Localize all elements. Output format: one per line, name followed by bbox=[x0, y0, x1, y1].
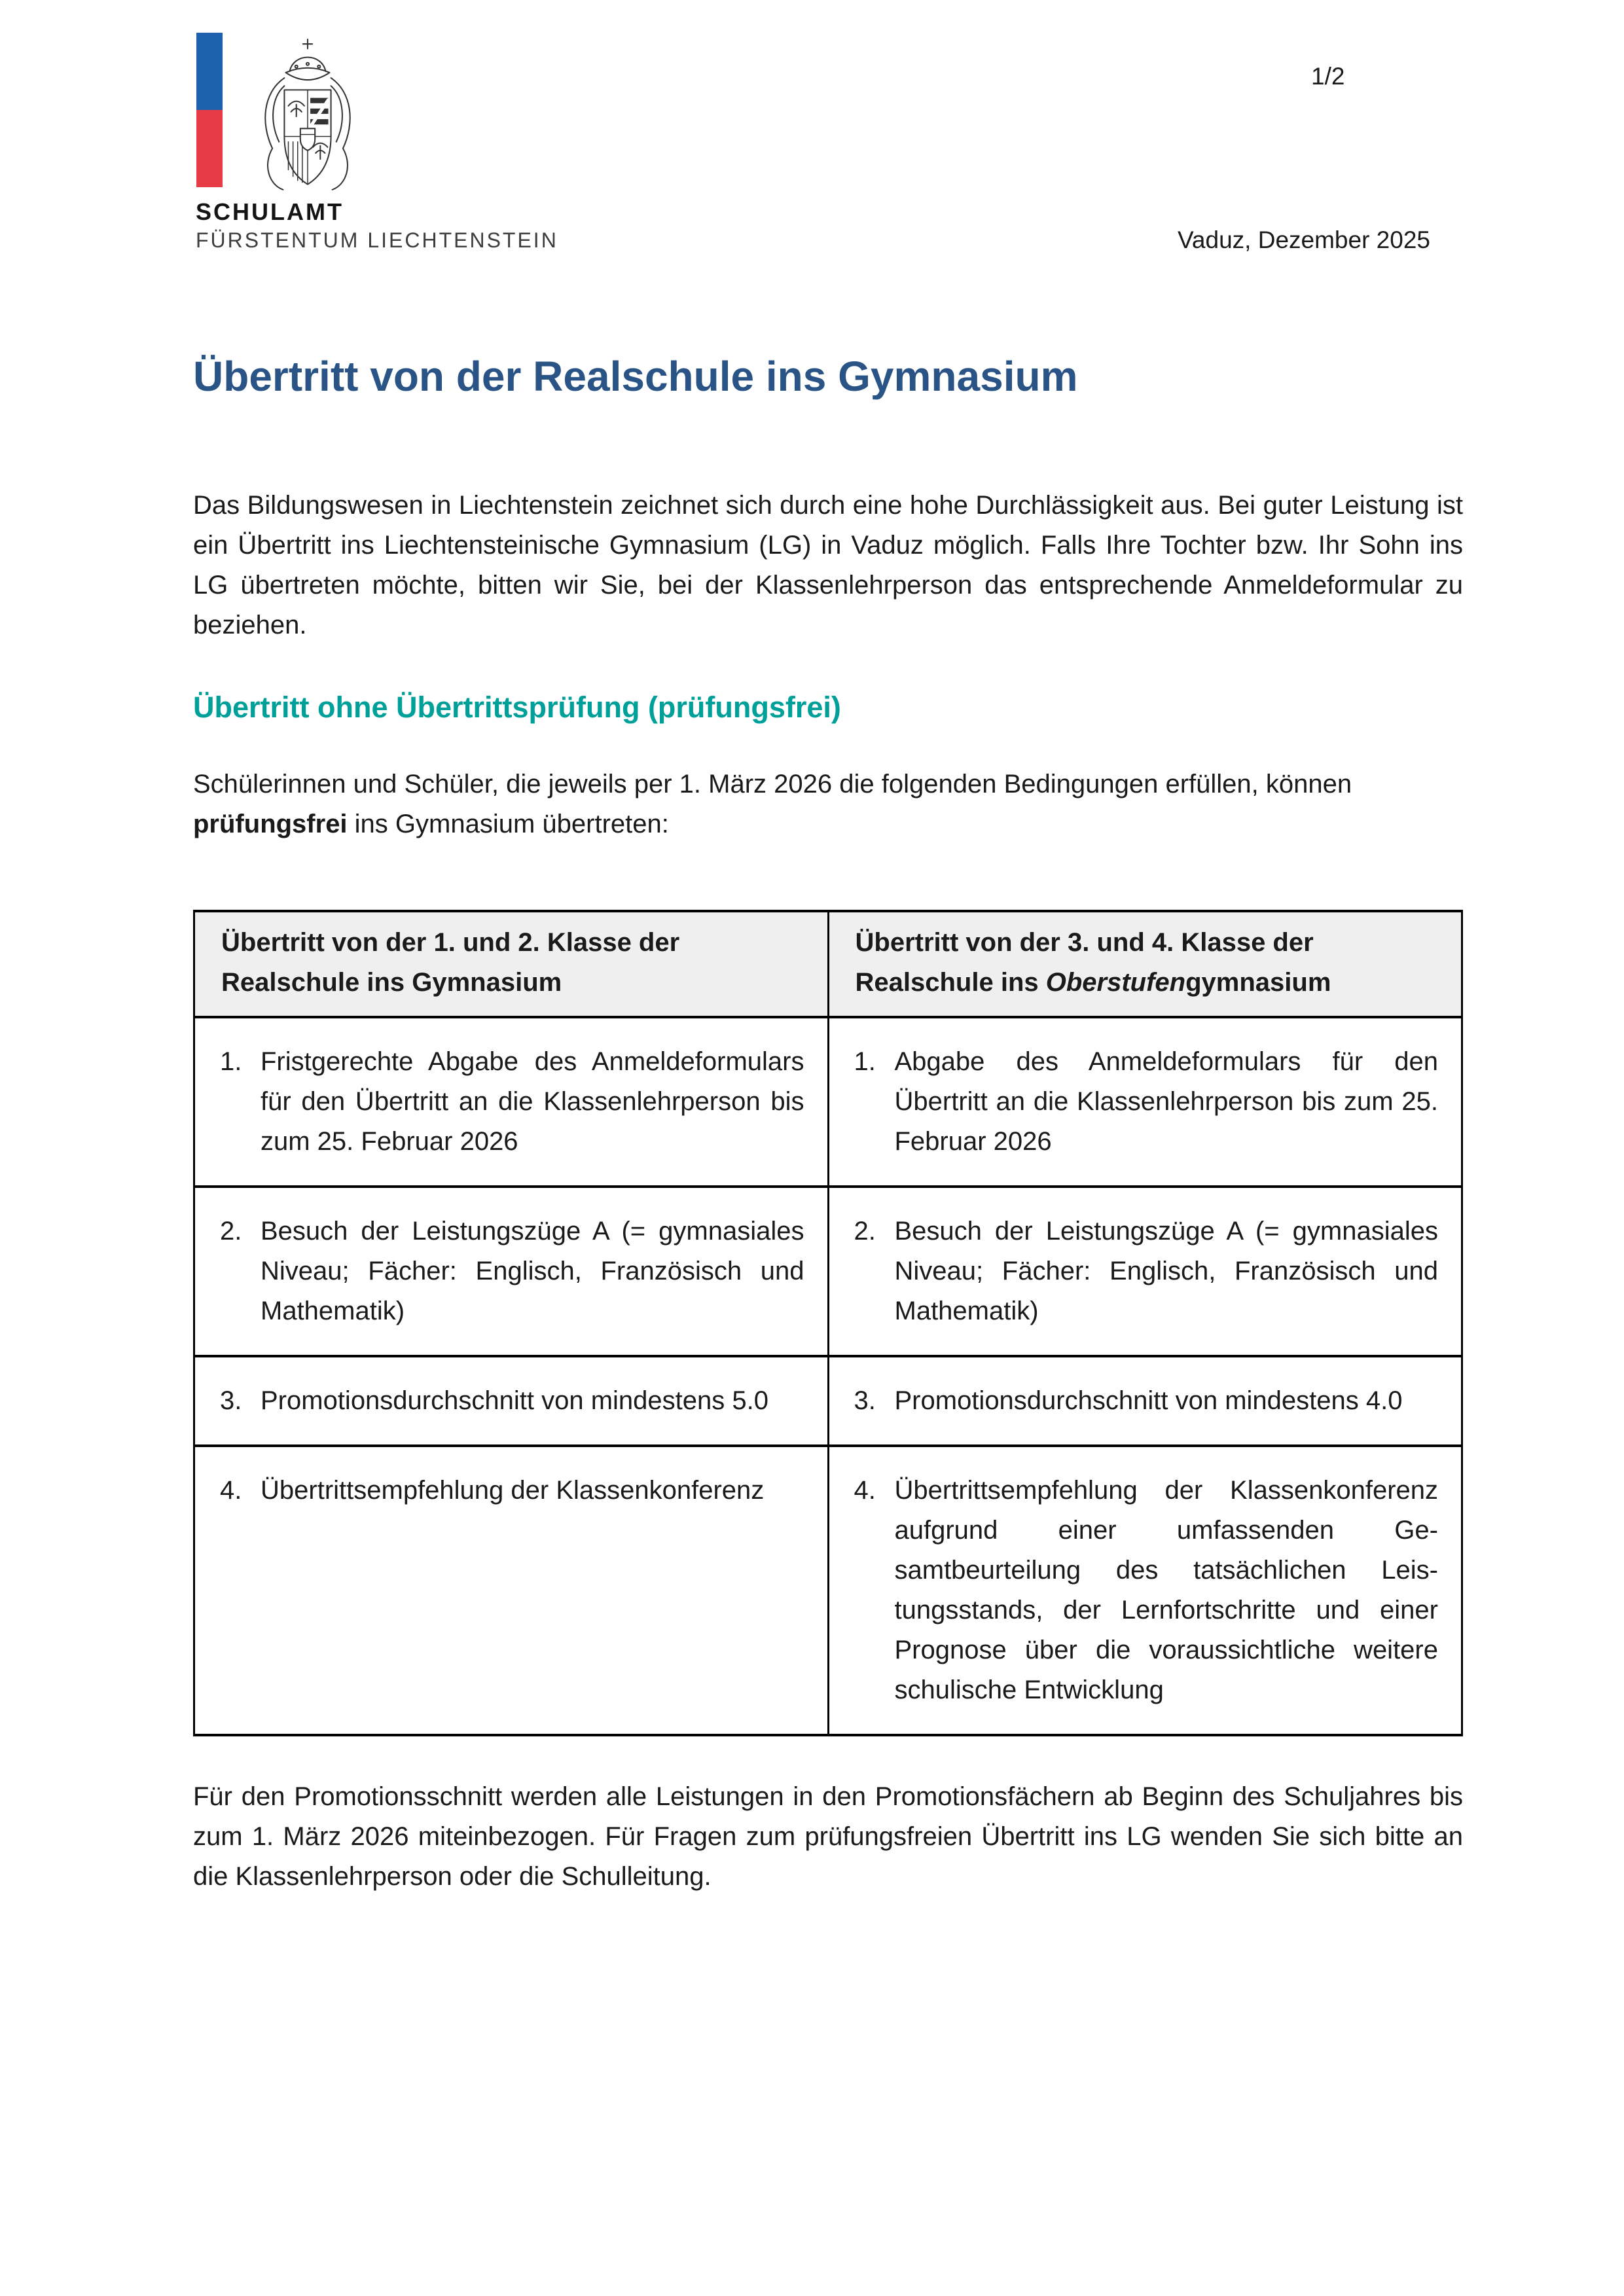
table-header-left bbox=[194, 911, 829, 1017]
list-item bbox=[220, 1381, 804, 1421]
intro-paragraph: Das Bildungswesen in Liechtenstein zeichnet sich durch eine hohe Durchlässigkeit aus. Bei guter Leistung ist ein Übertritt ins Liechtensteinische Gymnasium (LG) in Vaduz möglich. Falls Ihre Tochter bzw. Ihr Sohn ins LG übertreten möchte, bitten wir Sie, bei der Klassenlehrperson das entsprechende Anmeldeformular zu beziehen. bbox=[193, 491, 1463, 639]
header-right-italic: Oberstufen bbox=[1045, 968, 1186, 997]
item-number: 3. bbox=[220, 1386, 242, 1415]
flag-bar-blue bbox=[196, 33, 223, 110]
table-cell bbox=[194, 1446, 829, 1735]
flag-bar-red bbox=[196, 110, 223, 187]
item-number: 3. bbox=[854, 1386, 876, 1415]
table-header-row bbox=[194, 911, 1462, 1017]
list-item bbox=[854, 1381, 1439, 1421]
header-right-post: gymnasium bbox=[1185, 968, 1331, 997]
lead-text-post: ins Gymnasium übertreten: bbox=[347, 810, 669, 838]
item-text: Fristgerechte Abgabe des Anmeldeformulars für den Übertritt an die Klassenlehrperson bis zum 25. Februar 2026 bbox=[261, 1047, 804, 1156]
item-text: Promotionsdurchschnitt von mindestens 5.0 bbox=[261, 1386, 768, 1415]
conditions-table bbox=[193, 910, 1463, 1736]
coat-of-arms-icon bbox=[244, 37, 372, 196]
liechtenstein-flag-bar-icon bbox=[196, 33, 223, 187]
item-number: 4. bbox=[220, 1476, 242, 1505]
list-item bbox=[854, 1471, 1439, 1710]
lead-text-bold: prüfungsfrei bbox=[193, 810, 348, 838]
item-text: Promotionsdurchschnitt von mindestens 4.0 bbox=[894, 1386, 1403, 1415]
closing-paragraph: Für den Promotionsschnitt werden alle Leistungen in den Promotionsfächern ab Beginn des Schuljahres bis zum 1. März 2026 miteinbezogen. Für Fragen zum prüfungsfreien Übertritt ins LG wenden Sie sich bitte an die Klassenlehrperson oder die Schulleitung. bbox=[193, 1782, 1463, 1891]
header-left-text: Übertritt von der 1. und 2. Klasse der Realschule ins Gymnasium bbox=[221, 928, 680, 997]
item-number: 4. bbox=[854, 1476, 876, 1505]
item-text: Übertrittsempfehlung der Klassenkonferenz aufgrund einer umfassenden Gesamtbeurteilung des tatsächlichen Leistungsstands, der Lernfortschritte und einer Prognose über die voraussichtliche weitere schulische Entwicklung bbox=[894, 1476, 1438, 1704]
table-cell bbox=[828, 1356, 1462, 1446]
table-cell bbox=[828, 1187, 1462, 1356]
item-text: Besuch der Leistungszüge A (= gymnasiales Niveau; Fächer: Englisch, Französisch und Mathematik) bbox=[261, 1217, 804, 1325]
lead-text-pre: Schülerinnen und Schüler, die jeweils per 1. März 2026 die folgenden Bedingungen erfüllen, können bbox=[193, 770, 1352, 798]
logo-country-name: FÜRSTENTUM LIECHTENSTEIN bbox=[196, 228, 558, 252]
item-number: 2. bbox=[854, 1217, 876, 1246]
table-row bbox=[194, 1187, 1462, 1356]
page-title: Übertritt von der Realschule ins Gymnasium bbox=[193, 353, 1078, 400]
item-number: 2. bbox=[220, 1217, 242, 1246]
table-cell bbox=[194, 1017, 829, 1187]
table-cell bbox=[194, 1187, 829, 1356]
logo-org-name: SCHULAMT bbox=[196, 198, 344, 225]
item-number: 1. bbox=[854, 1047, 876, 1076]
table-cell bbox=[194, 1356, 829, 1446]
section-heading: Übertritt ohne Übertrittsprüfung (prüfungsfrei) bbox=[193, 691, 841, 724]
list-item bbox=[220, 1471, 804, 1511]
item-number: 1. bbox=[220, 1047, 242, 1076]
page-number: 1/2 bbox=[1311, 63, 1345, 90]
document-body bbox=[193, 353, 1463, 1897]
table-cell bbox=[828, 1446, 1462, 1735]
item-text: Abgabe des Anmeldeformulars für den Übertritt an die Klassenlehrperson bis zum 25. Februar 2026 bbox=[894, 1047, 1438, 1156]
list-item bbox=[854, 1042, 1439, 1162]
date-line: Vaduz, Dezember 2025 bbox=[1178, 226, 1430, 253]
table-header-right bbox=[828, 911, 1462, 1017]
list-item bbox=[220, 1211, 804, 1331]
list-item bbox=[854, 1211, 1439, 1331]
table-cell bbox=[828, 1017, 1462, 1187]
table-row bbox=[194, 1017, 1462, 1187]
list-item bbox=[220, 1042, 804, 1162]
item-text: Übertrittsempfehlung der Klassenkonferenz bbox=[261, 1476, 765, 1505]
table-row bbox=[194, 1446, 1462, 1735]
header-right-text: Übertritt von der 3. und 4. Klasse der Realschule ins bbox=[855, 928, 1314, 997]
lead-paragraph bbox=[193, 764, 1463, 844]
table-row bbox=[194, 1356, 1462, 1446]
item-text: Besuch der Leistungszüge A (= gymnasiales Niveau; Fächer: Englisch, Französisch und Mathematik) bbox=[894, 1217, 1438, 1325]
